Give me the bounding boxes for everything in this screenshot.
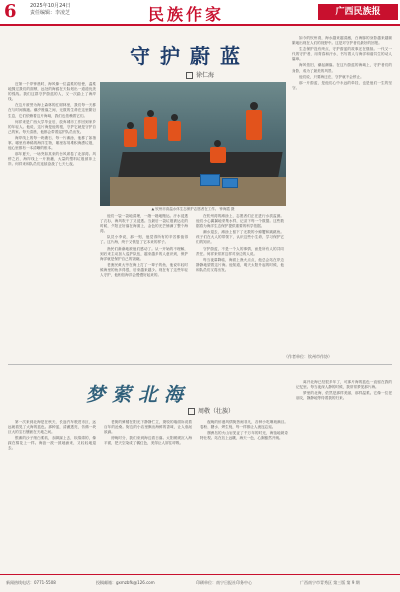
paragraph: 渔民们渐渐地被他们感动了。从一开始的不理解，到后来主动加入巡护队伍，越来越多的人意识到，保护海洋就是保护自己的饭碗。	[100, 246, 188, 261]
article2-column-1	[8, 420, 96, 570]
volunteer-figure	[210, 140, 226, 163]
article1-title: 守护蔚蓝	[130, 44, 250, 68]
paragraph: 队员小李说，那一刻，他觉得所有的辛苦都值得了。这片海，终于又恢复了它本来的样子。	[100, 235, 188, 245]
volunteer-figure	[168, 114, 181, 141]
editor-line: 责任编辑：李凌芝	[30, 10, 71, 16]
article1-author: 徐仁海	[196, 72, 215, 79]
article1-column-4	[292, 36, 392, 350]
paragraph: 他们一袋一袋地清理，一趟一趟地搬运。汗水浸透了衣衫，海风吹干了又浸透。当最后一袋垃圾被运走的时候，夕阳正好落在海面上，金色的光芒铺满了整个海湾。	[100, 214, 188, 234]
footer-address: 广西南宁市青秀区 第三版 第 9 期	[300, 580, 360, 585]
paragraph: 老街的骑楼在阳光下静静伫立，斑驳的墙面诉说着百年的沧桑。街边的小店里飘出海鲜的香味，让人垂涎欲滴。	[104, 420, 192, 435]
article2-column-2	[104, 420, 192, 570]
paragraph: 生态保护没有终点，守护蔚蓝的故事还在继续。一代又一代的守护者，用青春和汗水，书写着人与海洋和谐共生的动人篇章。	[292, 47, 392, 62]
paragraph: 海岸线上的每一块礁石、每一片滩涂，他都了如指掌。哪里有珍稀的海洋生物，哪里容易堆积海漂垃圾，他心里都有一本清晰的账本。	[8, 135, 96, 151]
paragraph: 离开北海已经很多年了，可那片海的蓝色一直留在我的记忆里。每当夜深人静的时候，我常常梦见那片海。	[296, 380, 392, 390]
paragraph: 在这片被誉为海上森林的红树林里，我们每一天都在与时间赛跑。潮汐涨落之间，无数的生命在这里繁衍生息，它们依赖着这片海域，我们也依赖着它们。	[8, 103, 96, 118]
footer-printer: 印刷单位：南宁日报社印务中心	[196, 580, 252, 585]
paragraph: 夜晚的侨港风情街热闹非凡，各种小吃琳琅满目。卷粉、糖水、烤生蚝，每一样都让人流连忘返。	[200, 420, 288, 430]
volunteer-figure	[124, 122, 137, 147]
paragraph: 潮水退去，滩涂上留下了无数的小螃蟹和跳跳鱼。孩子们在大人的带领下，认识这些小生命，学习保护它们的知识。	[196, 230, 284, 245]
paragraph: 守护蔚蓝，不是一个人的事情，而是所有人的共同责任。何祥来常常这样对身边的人说。	[196, 246, 284, 256]
boat-deck	[110, 177, 286, 206]
paragraph: 海风依旧，潮起潮落。在这片蔚蓝的海域上，守护者们的身影，成为了最美的风景。	[292, 63, 392, 73]
byline-square-icon	[186, 72, 193, 79]
article2-column-3	[200, 420, 288, 570]
volunteer-figure	[144, 110, 157, 139]
paragraph: 每当夜幕降临，海面上渔火点点，他总会站在岸边静静地望着这片海。他知道，明天太阳升起的时候，他和队员们又将出发。	[196, 257, 284, 272]
issue-meta	[30, 3, 70, 17]
page-footer	[0, 576, 400, 592]
paragraph: 第一次来到北海是在秋天，长途汽车驶进市区，远远就看见了大海的蓝色。那种蓝，清澈透亮，仿佛一块巨大的宝石镶嵌在天地之间。	[8, 420, 96, 435]
paper-name-badge: 广西民族报	[318, 4, 398, 20]
issue-date: 2025年10月24日	[30, 3, 71, 9]
photo-caption: ▲ 钦州市高温水体生态保护志愿者在工作。 钟海霞 摄	[151, 207, 235, 211]
article1-photo	[100, 82, 286, 206]
sample-box	[200, 174, 220, 186]
paragraph: 傍晚时分，我们来到海边看日落。太阳缓缓沉入海平面，把天空染成了橘红色，美得让人屏住呼吸。	[104, 436, 192, 446]
paragraph: 何祥来是广西大学毕业后，放弃城市工作回到家乡的年轻人。他说，这片海是他的根，守护它就是守护自己的家。每天清晨，他都会带着巡护队员出发。	[8, 119, 96, 134]
article2-byline	[188, 406, 234, 415]
page-number: 6	[4, 1, 17, 22]
sample-box	[222, 178, 238, 188]
paragraph: 涠洲岛的火山岩见证了千万年的时光，海蚀地貌奇特壮观。站在岛上远眺，海天一色，心胸豁然开朗。	[200, 431, 288, 441]
article1-column-2	[100, 214, 188, 356]
paragraph: 在钦州湾的滩涂上，志愿者们正在进行水质监测。他们小心翼翼地采集水样，记录下每一个数据。这些数据将为海洋生态保护提供重要的科学依据。	[196, 214, 284, 229]
paragraph: 银滩的沙子细白柔软，赤脚踩上去，软绵绵的，像踩在棉花上一样。海浪一波一波地涌来，又轻轻地退去。	[8, 436, 96, 451]
article2-column-4	[296, 380, 392, 570]
column-title: 民族作家	[148, 5, 225, 24]
article2-author: 周敬（壮族）	[198, 408, 235, 415]
article2-title: 梦萦北海	[86, 384, 191, 406]
footer-email: 投稿邮箱：gxmzbfk@126.com	[96, 580, 155, 585]
article1-byline	[186, 70, 214, 79]
paragraph: 那一片蔚蓝，是他们心中永远的牵挂，也是他们一生的坚守。	[292, 80, 392, 90]
volunteer-figure	[246, 102, 262, 140]
byline-square-icon	[188, 408, 195, 415]
header-rule	[0, 24, 400, 26]
paragraph: 如今的钦州湾，海水越来越清澈，白海豚的身影越来越频繁地出现在人们的视野中。这是对守护者们最好的回报。	[292, 36, 392, 46]
paragraph: 老渔民黄大爷在海上打了一辈子的鱼，他说年轻时候海里的鱼多得很，后来越来越少。现在有了这些年轻人守护，他相信海洋会慢慢好起来的。	[100, 262, 188, 278]
footer-hotline: 新闻热线电话：0771-5508	[6, 580, 56, 585]
paragraph: 那年夏天，一场突如其来的台风席卷了北部湾。风停之后，海岸线上一片狼藉，大量的塑料垃圾被冲上岸。何祥来和队员们连续奋战了七天七夜。	[8, 152, 96, 167]
article1-column-3	[196, 214, 284, 356]
section-divider	[8, 364, 392, 365]
paragraph: 近第一个岸钟晨时，海风像一位温柔的信使，温柔地拂过我们的面颊，远处的海鸥在天际划出一道道优美的弧线。我们这群守护蔚蓝的人，又一次踏上了海岸线。	[8, 82, 96, 102]
footer-rule	[0, 574, 400, 575]
article1-signoff: （作者单位：钦州市作协）	[284, 354, 332, 359]
paragraph: 梦里的北海，依然是那样美丽，那样温柔。它像一位老朋友，静静地等待着我的归来。	[296, 391, 392, 401]
article1-column-1	[8, 82, 96, 352]
paragraph: 他们说，只要海还在，守护就不会停止。	[299, 74, 364, 79]
